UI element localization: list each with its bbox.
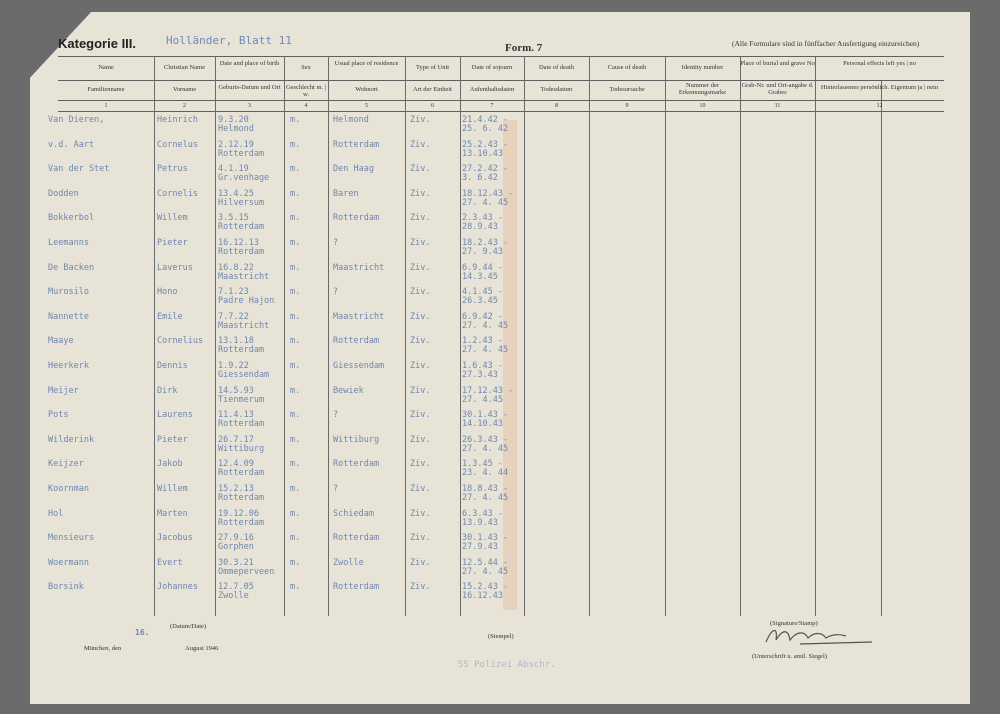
birth-place-cell: Wittiburg	[218, 443, 265, 454]
birth-date-cell: 3.5.15	[218, 213, 249, 224]
birth-place-cell: Zwolle	[218, 591, 249, 602]
stay-end-cell: 27. 4. 45	[462, 443, 509, 454]
stay-end-cell: 27. 4. 45	[462, 197, 509, 208]
birth-date-cell: 16.12.13	[218, 238, 259, 248]
col-header-top: Type of Unit	[415, 64, 450, 71]
first-name-cell: Cornelus	[157, 139, 198, 150]
sex-cell: m.	[290, 287, 301, 298]
typed-sheet-label: Holländer, Blatt 11	[166, 34, 292, 47]
residence-cell: Rotterdam	[333, 336, 380, 347]
col-header-top: Usual place of residence	[334, 60, 399, 67]
birth-date-cell: 11.4.13	[218, 410, 254, 421]
col-number: 11	[774, 103, 781, 109]
stay-end-cell: 27. 4. 45	[462, 345, 509, 356]
residence-cell: Helmond	[333, 115, 369, 125]
col-number: 12	[876, 103, 883, 109]
first-name-cell: Cornelis	[157, 188, 198, 199]
first-name-cell: Emile	[157, 311, 183, 322]
sex-cell: m.	[290, 311, 301, 322]
col-header-top: Personal effects left yes | no	[843, 60, 916, 67]
sex-cell: m.	[290, 557, 301, 568]
sex-cell: m.	[290, 434, 301, 445]
table-row	[0, 459, 1000, 483]
stay-end-cell: 27.9.43	[462, 542, 498, 553]
stay-end-cell: 13.9.43	[462, 517, 498, 528]
birth-place-cell: Rotterdam	[218, 493, 265, 503]
first-name-cell: Heinrich	[157, 115, 198, 125]
table-row	[0, 312, 1000, 336]
footer-place: München, den	[84, 645, 122, 652]
name-cell: Dodden	[48, 188, 79, 199]
col-header-top: Cause of death	[607, 64, 647, 71]
first-name-cell: Jakob	[157, 459, 183, 470]
unit-cell: Ziv.	[410, 410, 431, 421]
residence-cell: Bewiek	[333, 385, 364, 396]
unit-cell: Ziv.	[410, 287, 431, 298]
table-row	[0, 533, 1000, 557]
first-name-cell: Johannes	[157, 582, 198, 593]
residence-cell: Den Haag	[333, 164, 374, 175]
stay-start-cell: 12.5.44 -	[462, 557, 509, 568]
residence-cell: Rotterdam	[333, 533, 380, 544]
col-header-top: Christian Name	[164, 64, 205, 71]
col-header-bottom: Familienname	[87, 86, 125, 93]
table-row	[0, 484, 1000, 508]
stay-start-cell: 4.1.45 -	[462, 287, 503, 298]
col-header-bottom: Aufenthaltsdaten	[469, 86, 515, 93]
sex-cell: m.	[290, 213, 301, 224]
residence-cell: Wittiburg	[333, 434, 380, 445]
name-cell: Maaye	[48, 336, 74, 347]
birth-date-cell: 19.12.06	[218, 508, 259, 519]
name-cell: Van Dieren,	[48, 115, 105, 125]
col-header-bottom: Hinterlassenes persönlich. Eigentum ja | nein	[820, 84, 939, 91]
table-row	[0, 287, 1000, 311]
residence-cell: ?	[333, 410, 339, 421]
name-cell: Nannette	[48, 311, 89, 322]
table-row	[0, 189, 1000, 213]
table-row	[0, 213, 1000, 237]
sex-cell: m.	[290, 582, 301, 593]
col-number: 6	[431, 103, 434, 109]
col-number: 10	[699, 103, 706, 109]
birth-date-cell: 27.9.16	[218, 533, 254, 544]
birth-place-cell: Rotterdam	[218, 419, 265, 430]
stay-start-cell: 6.3.43 -	[462, 508, 503, 519]
table-row	[0, 582, 1000, 606]
birth-date-cell: 2.12.19	[218, 139, 254, 150]
birth-place-cell: Tienmerum	[218, 394, 265, 405]
col-header-bottom: Vorname	[172, 86, 197, 93]
birth-date-cell: 14.5.93	[218, 385, 254, 396]
stay-start-cell: 1.2.43 -	[462, 336, 503, 347]
residence-cell: Baren	[333, 188, 359, 199]
footer-signature-sub: (Unterschrift u. amtl. Siegel)	[752, 653, 827, 660]
col-number: 9	[625, 103, 629, 109]
unit-cell: Ziv.	[410, 115, 431, 125]
first-name-cell: Willem	[157, 213, 188, 224]
first-name-cell: Petrus	[157, 164, 188, 175]
birth-date-cell: 12.4.09	[218, 459, 254, 470]
stay-start-cell: 2.3.43 -	[462, 213, 503, 224]
birth-place-cell: Ommeperveen	[218, 566, 275, 577]
birth-date-cell: 12.7.05	[218, 582, 254, 593]
unit-cell: Ziv.	[410, 238, 431, 248]
table-row	[0, 336, 1000, 360]
unit-cell: Ziv.	[410, 164, 431, 175]
name-cell: v.d. Aart	[48, 139, 95, 150]
name-cell: Mensieurs	[48, 533, 95, 544]
sex-cell: m.	[290, 385, 301, 396]
col-header-top: Name	[98, 64, 114, 71]
residence-cell: Giessendam	[333, 361, 385, 371]
residence-cell: ?	[333, 238, 339, 248]
first-name-cell: Pieter	[157, 238, 188, 248]
stay-end-cell: 23. 4. 44	[462, 468, 509, 479]
unit-cell: Ziv.	[410, 336, 431, 347]
birth-place-cell: Maastricht	[218, 320, 270, 331]
stay-start-cell: 27.2.42 -	[462, 164, 509, 175]
unit-cell: Ziv.	[410, 557, 431, 568]
sex-cell: m.	[290, 361, 301, 371]
col-number: 7	[490, 103, 494, 109]
residence-cell: Rotterdam	[333, 582, 380, 593]
unit-cell: Ziv.	[410, 434, 431, 445]
residence-cell: ?	[333, 484, 339, 494]
name-cell: Van der Stet	[48, 164, 110, 175]
stay-end-cell: 27. 4.45	[462, 394, 503, 405]
sex-cell: m.	[290, 164, 301, 175]
table-row	[0, 263, 1000, 287]
sex-cell: m.	[290, 410, 301, 421]
stay-start-cell: 21.4.42 -	[462, 115, 509, 125]
birth-date-cell: 13.1.18	[218, 336, 254, 347]
col-header-bottom: Geschlecht m. | w.	[285, 84, 327, 98]
name-cell: Bokkerbol	[48, 213, 95, 224]
unit-cell: Ziv.	[410, 139, 431, 150]
birth-place-cell: Gr.venhage	[218, 173, 270, 184]
birth-date-cell: 4.1.19	[218, 164, 249, 175]
name-cell: De Backen	[48, 262, 95, 273]
sex-cell: m.	[290, 508, 301, 519]
table-number-line	[58, 111, 944, 112]
stay-start-cell: 18.2.43 -	[462, 238, 509, 248]
footer-signature-label: (Signature/Stamp)	[770, 620, 818, 627]
unit-cell: Ziv.	[410, 262, 431, 273]
col-header-bottom: Wohnort	[355, 86, 378, 93]
birth-date-cell: 9.3.20	[218, 115, 249, 125]
table-mid-line	[58, 80, 944, 81]
name-cell: Koornman	[48, 484, 89, 494]
col-header-top: Date and place of birth	[219, 60, 280, 67]
birth-place-cell: Giessendam	[218, 370, 270, 380]
table-row	[0, 410, 1000, 434]
sex-cell: m.	[290, 115, 301, 125]
category-title: Kategorie III.	[58, 36, 137, 51]
col-number: 1	[104, 103, 108, 109]
col-header-bottom: Nummer der Erkennungsmarke	[678, 82, 727, 96]
first-name-cell: Dirk	[157, 385, 178, 396]
name-cell: Woermann	[48, 557, 89, 568]
table-row	[0, 140, 1000, 164]
birth-place-cell: Maastricht	[218, 271, 270, 282]
table-row	[0, 509, 1000, 533]
first-name-cell: Marten	[157, 508, 188, 519]
name-cell: Hol	[48, 508, 64, 519]
sex-cell: m.	[290, 459, 301, 470]
residence-cell: Schiedam	[333, 508, 374, 519]
name-cell: Borsink	[48, 582, 84, 593]
stay-start-cell: 1.6.43 -	[462, 361, 503, 371]
first-name-cell: Willem	[157, 484, 188, 494]
residence-cell: ?	[333, 287, 339, 298]
residence-cell: Rotterdam	[333, 459, 380, 470]
stay-end-cell: 3. 6.42	[462, 173, 498, 184]
table-row	[0, 361, 1000, 385]
stay-start-cell: 26.3.43 -	[462, 434, 509, 445]
col-header-top: Date of death	[538, 64, 574, 71]
first-name-cell: Pieter	[157, 434, 188, 445]
unit-cell: Ziv.	[410, 213, 431, 224]
col-header-bottom: Art der Einheit	[413, 86, 452, 93]
birth-place-cell: Rotterdam	[218, 468, 265, 479]
unit-cell: Ziv.	[410, 385, 431, 396]
stay-start-cell: 1.3.45 -	[462, 459, 503, 470]
sex-cell: m.	[290, 484, 301, 494]
birth-place-cell: Hilversum	[218, 197, 265, 208]
first-name-cell: Laverus	[157, 262, 193, 273]
col-number: 2	[183, 103, 186, 109]
first-name-cell: Hono	[157, 287, 178, 298]
table-row	[0, 238, 1000, 262]
sex-cell: m.	[290, 238, 301, 248]
stay-start-cell: 6.9.44 -	[462, 262, 503, 273]
residence-cell: Zwolle	[333, 557, 364, 568]
first-name-cell: Evert	[157, 557, 183, 568]
col-number: 4	[304, 103, 308, 109]
stay-start-cell: 18.8.43 -	[462, 484, 509, 494]
table-row	[0, 386, 1000, 410]
first-name-cell: Dennis	[157, 361, 188, 371]
col-number: 3	[248, 103, 251, 109]
stay-end-cell: 25. 6. 42	[462, 124, 509, 134]
unit-cell: Ziv.	[410, 508, 431, 519]
faint-stamp: SS Polizei Abschr.	[458, 660, 556, 670]
residence-cell: Rotterdam	[333, 139, 380, 150]
birth-date-cell: 15.2.13	[218, 484, 254, 494]
sex-cell: m.	[290, 188, 301, 199]
col-number: 8	[555, 103, 558, 109]
birth-place-cell: Rotterdam	[218, 345, 265, 356]
birth-place-cell: Rotterdam	[218, 247, 265, 257]
birth-date-cell: 13.4.25	[218, 188, 254, 199]
col-header-top: Sex	[301, 64, 311, 71]
form-number: Form. 7	[505, 42, 543, 54]
unit-cell: Ziv.	[410, 582, 431, 593]
unit-cell: Ziv.	[410, 484, 431, 494]
residence-cell: Maastricht	[333, 262, 385, 273]
col-header-top: Place of burial and grave No	[740, 60, 815, 67]
birth-place-cell: Padre Hajon	[218, 296, 275, 307]
stay-end-cell: 14.10.43	[462, 419, 503, 430]
footer-date-label: (Datum/Date)	[170, 623, 207, 630]
stay-start-cell: 15.2.43 -	[462, 582, 509, 593]
stay-end-cell: 27. 4. 45	[462, 320, 509, 331]
col-header-bottom: Todesursache	[609, 86, 645, 93]
name-cell: Pots	[48, 410, 69, 421]
unit-cell: Ziv.	[410, 459, 431, 470]
col-header-bottom: Todesdatum	[540, 86, 573, 93]
footer-day: 16.	[135, 628, 150, 637]
form-note: (Alle Formulare sind in fünffacher Ausfertigung einzureichen)	[732, 39, 920, 48]
stay-start-cell: 18.12.43 -	[462, 188, 514, 199]
name-cell: Meijer	[48, 385, 79, 396]
stay-start-cell: 30.1.43 -	[462, 533, 509, 544]
stay-start-cell: 6.9.42 -	[462, 311, 503, 322]
unit-cell: Ziv.	[410, 533, 431, 544]
birth-place-cell: Rotterdam	[218, 222, 265, 233]
name-cell: Wilderink	[48, 434, 95, 445]
table-row	[0, 115, 1000, 139]
unit-cell: Ziv.	[410, 361, 431, 371]
stay-end-cell: 13.10.43	[462, 148, 503, 159]
stay-start-cell: 25.2.43 -	[462, 139, 509, 150]
stay-end-cell: 27. 4. 45	[462, 493, 509, 503]
first-name-cell: Cornelius	[157, 336, 204, 347]
stay-start-cell: 30.1.43 -	[462, 410, 509, 421]
col-header-top: Date of sojourn	[471, 64, 513, 71]
birth-date-cell: 7.1.23	[218, 287, 249, 298]
stay-end-cell: 27. 4. 45	[462, 566, 509, 577]
stay-end-cell: 14.3.45	[462, 271, 498, 282]
birth-date-cell: 7.7.22	[218, 311, 249, 322]
stay-end-cell: 16.12.43	[462, 591, 503, 602]
table-row	[0, 558, 1000, 582]
unit-cell: Ziv.	[410, 188, 431, 199]
stay-start-cell: 17.12.43 -	[462, 385, 514, 396]
col-number: 5	[365, 103, 368, 109]
table-top-line	[58, 56, 944, 57]
table-sub-line	[58, 100, 944, 101]
first-name-cell: Jacobus	[157, 533, 193, 544]
residence-cell: Maastricht	[333, 311, 385, 322]
birth-place-cell: Gorphen	[218, 542, 254, 553]
birth-place-cell: Rotterdam	[218, 517, 265, 528]
col-header-top: Identity number	[681, 64, 724, 71]
col-header-bottom: Geburts-Datum und Ort	[218, 84, 281, 91]
first-name-cell: Laurens	[157, 410, 193, 421]
table-row	[0, 435, 1000, 459]
footer-month-year: August 1946	[185, 645, 219, 652]
stay-end-cell: 26.3.45	[462, 296, 498, 307]
sex-cell: m.	[290, 533, 301, 544]
name-cell: Heerkerk	[48, 361, 89, 371]
col-header-bottom: Grab-Nr. und Ort-angabe d. Grabes	[741, 82, 814, 96]
stay-end-cell: 28.9.43	[462, 222, 498, 233]
birth-place-cell: Rotterdam	[218, 148, 265, 159]
birth-date-cell: 16.8.22	[218, 262, 254, 273]
birth-date-cell: 26.7.17	[218, 434, 254, 445]
birth-date-cell: 30.3.21	[218, 557, 254, 568]
unit-cell: Ziv.	[410, 311, 431, 322]
name-cell: Leemanns	[48, 238, 89, 248]
table-row	[0, 164, 1000, 188]
name-cell: Keijzer	[48, 459, 84, 470]
stay-end-cell: 27.3.43	[462, 370, 498, 380]
birth-place-cell: Helmond	[218, 124, 254, 134]
residence-cell: Rotterdam	[333, 213, 380, 224]
footer-stamp-label: (Stempel)	[488, 633, 514, 640]
birth-date-cell: 1.9.22	[218, 361, 249, 371]
stay-end-cell: 27. 9.43	[462, 247, 503, 257]
name-cell: Murosilo	[48, 287, 89, 298]
signature	[760, 622, 880, 648]
sex-cell: m.	[290, 262, 301, 273]
sex-cell: m.	[290, 139, 301, 150]
sex-cell: m.	[290, 336, 301, 347]
